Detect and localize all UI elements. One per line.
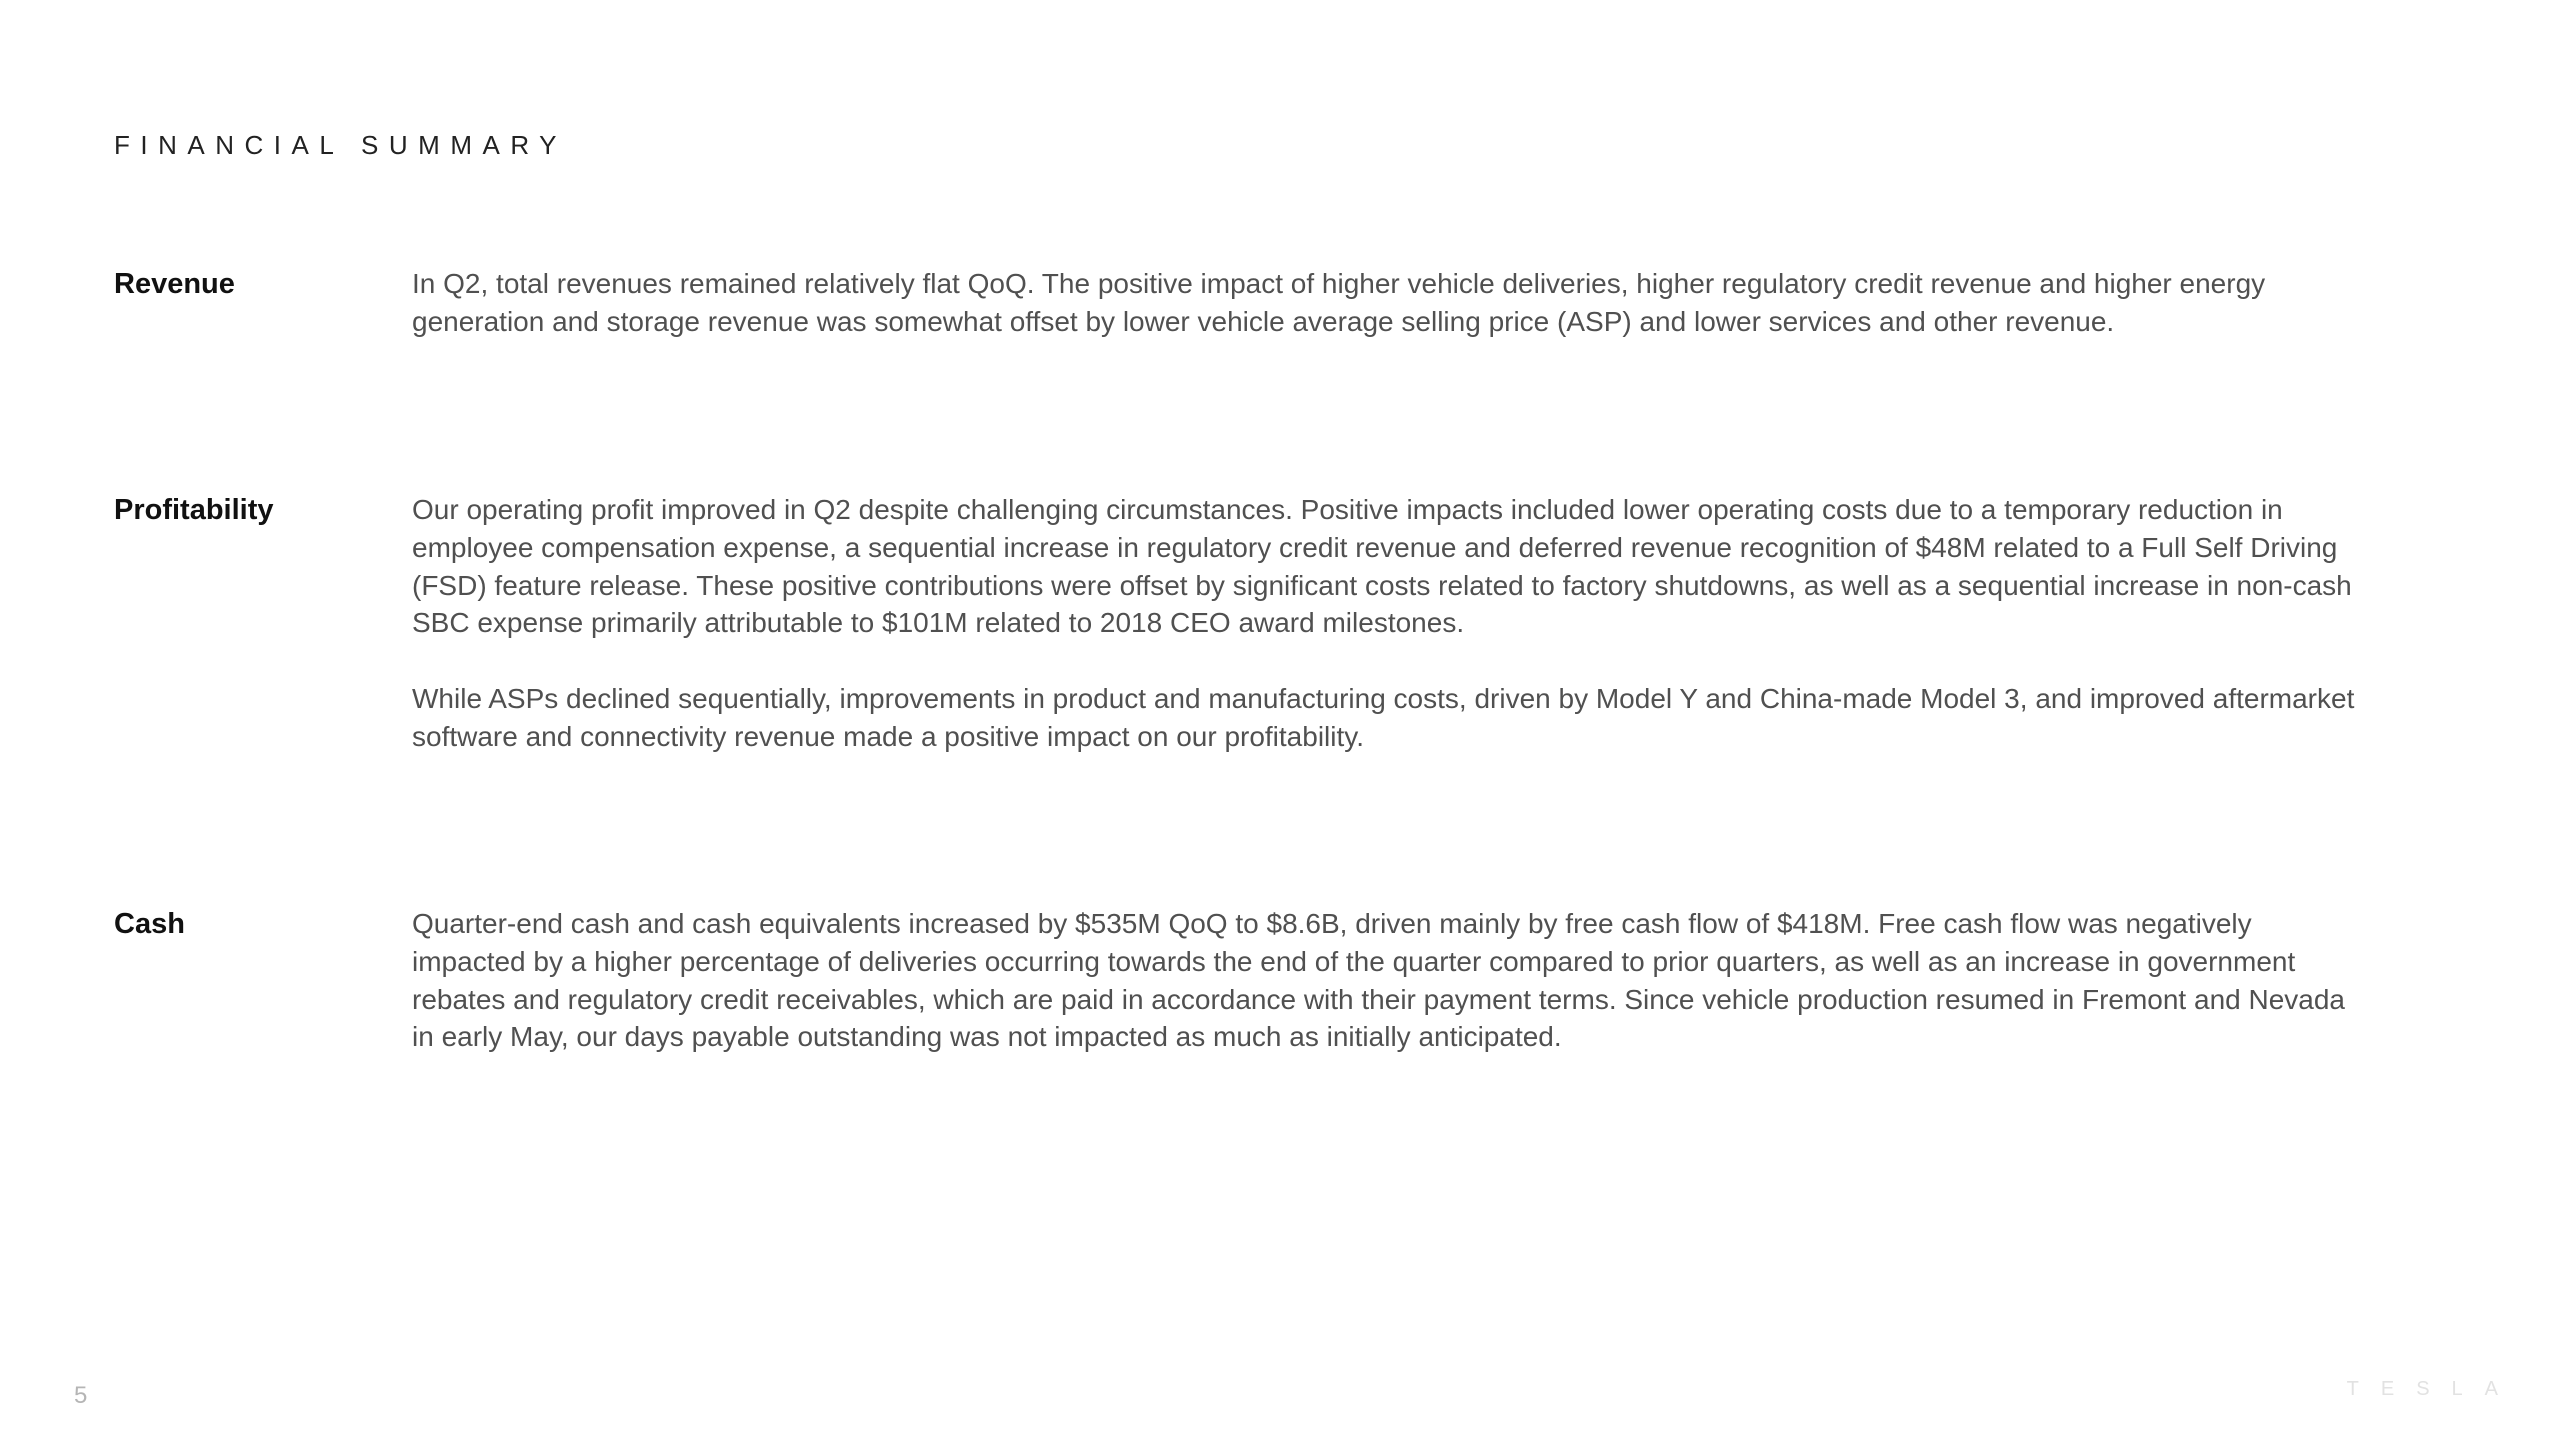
brand-wordmark: TESLA bbox=[2346, 1378, 2520, 1400]
paragraph: Quarter-end cash and cash equivalents increased by $535M QoQ to $8.6B, driven mainly by free cash flow of $418M. Free cash flow was negatively impacted by a higher percentage of deliveries occurring towards the end of the quarter compared to prior quarters, as well as an increase in government rebates and regulatory credit receivables, which are paid in accordance with their payment terms. Since vehicle production resumed in Fremont and Nevada in early May, our days payable outstanding was not impacted as much as initially anticipated. bbox=[412, 908, 2345, 1053]
page-title: FINANCIAL SUMMARY bbox=[114, 130, 567, 160]
paragraph: Our operating profit improved in Q2 despite challenging circumstances. Positive impacts included lower operating costs due to a temporary reduction in employee compensation expense, a sequential increase in regulatory credit revenue and deferred revenue recognition of $48M related to a Full Self Driving (FSD) feature release. These positive contributions were offset by significant costs related to factory shutdowns, as well as a sequential increase in non-cash SBC expense primarily attributable to $101M related to 2018 CEO award milestones. bbox=[412, 494, 2352, 639]
paragraph: In Q2, total revenues remained relatively flat QoQ. The positive impact of higher vehicle deliveries, higher regulatory credit revenue and higher energy generation and storage revenue was somewhat offset by lower vehicle average selling price (ASP) and lower services and other revenue. bbox=[412, 268, 2266, 337]
section-body-profitability bbox=[412, 491, 2372, 756]
section-label-revenue: Revenue bbox=[114, 268, 235, 300]
section-body-cash bbox=[412, 905, 2372, 1056]
section-label-profitability: Profitability bbox=[114, 494, 274, 526]
section-body-revenue bbox=[412, 265, 2372, 341]
page-number: 5 bbox=[74, 1382, 88, 1409]
paragraph: While ASPs declined sequentially, improvements in product and manufacturing costs, driven by Model Y and China-made Model 3, and improved aftermarket software and connectivity revenue made a positive impact on our profitability. bbox=[412, 683, 2355, 752]
section-label-cash: Cash bbox=[114, 908, 185, 940]
